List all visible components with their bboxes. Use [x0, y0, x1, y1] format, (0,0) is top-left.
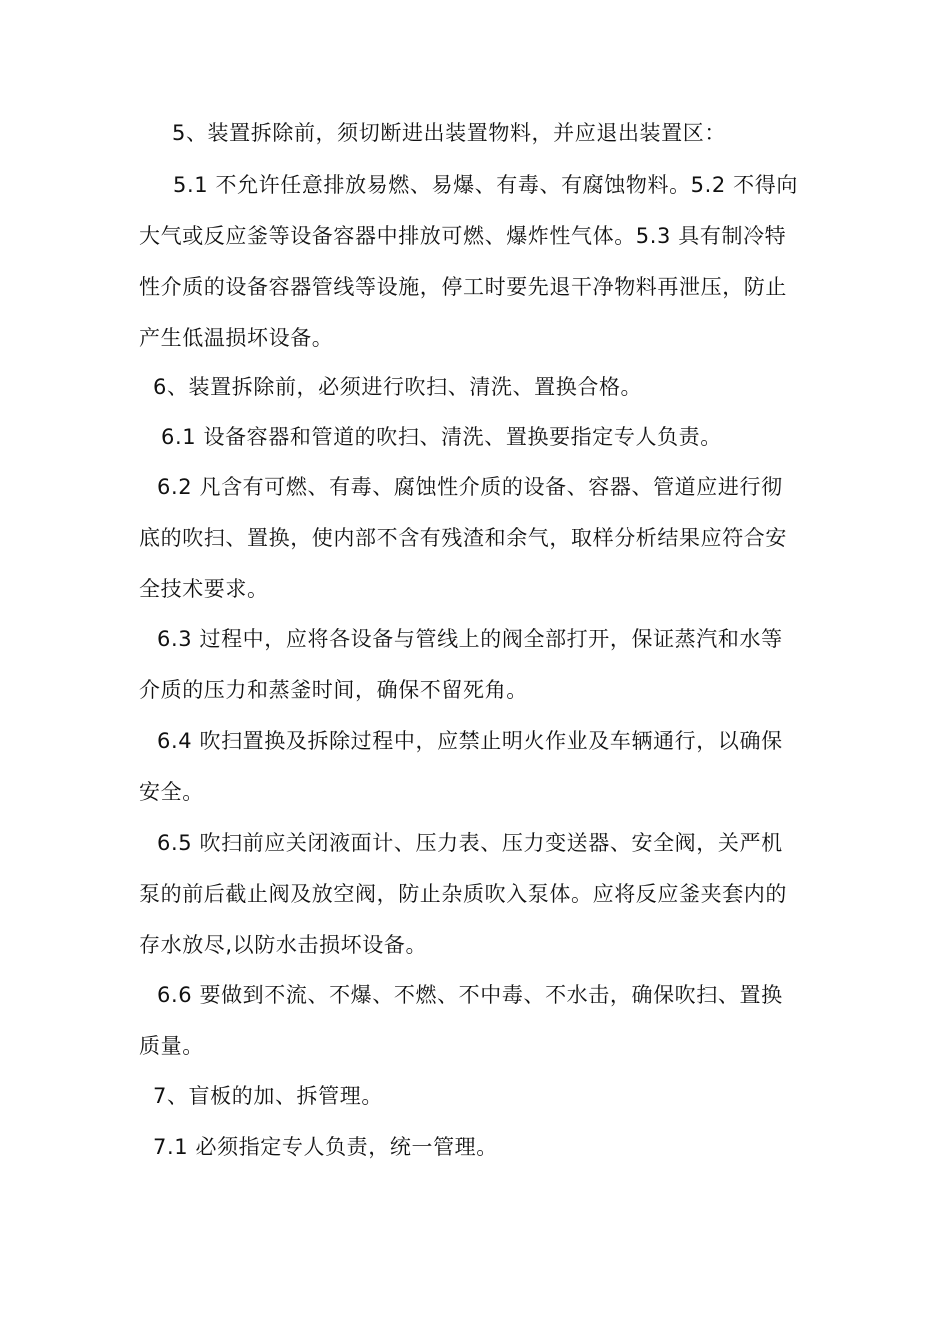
- text-line: 泵的前后截止阀及放空阀，防止杂质吹入泵体。应将反应釜夹套内的: [139, 882, 787, 906]
- text-line: 7、盲板的加、拆管理。: [153, 1084, 383, 1108]
- text-line: 6.3 过程中，应将各设备与管线上的阀全部打开，保证蒸汽和水等: [157, 627, 783, 651]
- paragraph-5: [172, 108, 852, 159]
- text-line: 安全。: [139, 780, 204, 804]
- text-line: 底的吹扫、置换，使内部不含有残渣和余气，取样分析结果应符合安: [139, 526, 787, 550]
- text-line: 6、装置拆除前，必须进行吹扫、清洗、置换合格。: [153, 375, 643, 399]
- text-line: 大气或反应釜等设备容器中排放可燃、爆炸性气体。5.3 具有制冷特: [139, 224, 787, 248]
- text-line: 7.1 必须指定专人负责，统一管理。: [153, 1135, 498, 1159]
- paragraph-6-6: [139, 970, 819, 1072]
- text-line: 产生低温损坏设备。: [139, 326, 334, 350]
- paragraph-6-3: [139, 614, 819, 716]
- text-line: 5、装置拆除前，须切断进出装置物料，并应退出装置区：: [172, 121, 726, 145]
- text-line: 5.1 不允许任意排放易燃、易爆、有毒、有腐蚀物料。5.2 不得向: [173, 173, 798, 197]
- paragraph-6-1: [139, 412, 819, 463]
- paragraph-6: [139, 362, 819, 413]
- paragraph-6-2: [139, 462, 819, 615]
- text-line: 介质的压力和蒸釜时间，确保不留死角。: [139, 678, 528, 702]
- paragraph-5-1: [139, 160, 819, 364]
- text-line: 6.2 凡含有可燃、有毒、腐蚀性介质的设备、容器、管道应进行彻: [157, 475, 783, 499]
- text-line: 6.6 要做到不流、不爆、不燃、不中毒、不水击，确保吹扫、置换: [157, 983, 783, 1007]
- text-line: 6.5 吹扫前应关闭液面计、压力表、压力变送器、安全阀，关严机: [157, 831, 783, 855]
- text-line: 存水放尽,以防水击损坏设备。: [139, 933, 428, 957]
- text-line: 质量。: [139, 1034, 204, 1058]
- text-line: 性介质的设备容器管线等设施，停工时要先退干净物料再泄压，防止: [139, 275, 787, 299]
- text-line: 6.4 吹扫置换及拆除过程中，应禁止明火作业及车辆通行，以确保: [157, 729, 783, 753]
- text-line: 6.1 设备容器和管道的吹扫、清洗、置换要指定专人负责。: [161, 425, 722, 449]
- paragraph-6-5: [139, 818, 819, 971]
- paragraph-6-4: [139, 716, 819, 818]
- paragraph-7-1: [139, 1122, 819, 1173]
- paragraph-7: [139, 1071, 819, 1122]
- text-line: 全技术要求。: [139, 577, 269, 601]
